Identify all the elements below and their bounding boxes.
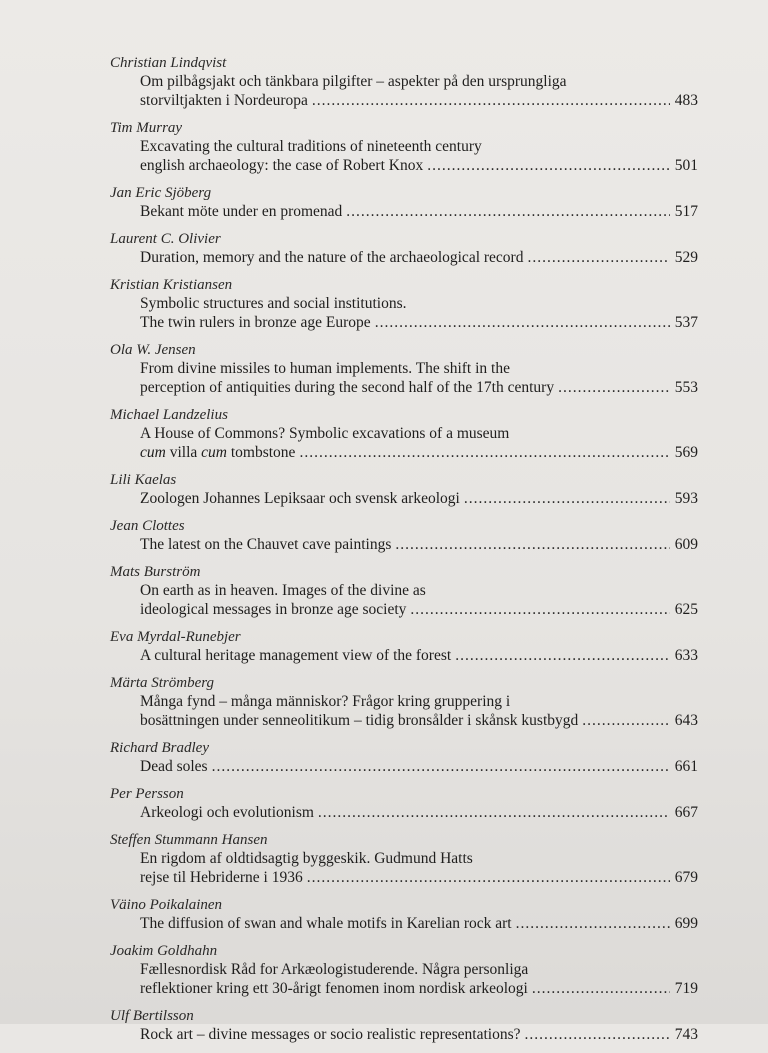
toc-author: Per Persson <box>110 786 184 802</box>
leader-dots <box>532 979 670 998</box>
toc-title-line <box>140 979 698 998</box>
toc-title <box>140 535 698 554</box>
toc-title <box>140 294 698 332</box>
toc-entry <box>110 341 698 397</box>
page-number: 625 <box>674 601 698 618</box>
toc-author: Michael Landzelius <box>110 407 228 423</box>
leader-dots <box>516 914 670 933</box>
page-number: 501 <box>674 157 698 174</box>
toc-entry <box>110 471 698 508</box>
toc-title-text: Duration, memory and the nature of the archaeological record <box>140 249 524 266</box>
leader-dots <box>395 535 670 554</box>
toc-title-line <box>140 914 698 933</box>
toc-title-line: From divine missiles to human implements. The shift in the <box>140 360 510 377</box>
toc-title-text: bosättningen under senneolitikum – tidig bronsålder i skånsk kustbygd <box>140 712 579 729</box>
toc-author: Märta Strömberg <box>110 675 215 691</box>
toc-title-text: Bekant möte under en promenad <box>140 203 343 220</box>
page-number: 667 <box>674 804 698 821</box>
leader-dots <box>318 803 670 822</box>
toc-title <box>140 914 698 933</box>
toc-title-line <box>140 91 698 110</box>
toc-entry <box>110 674 698 730</box>
toc-title-fragment: villa <box>165 444 202 461</box>
toc-author: Steffen Stummann Hansen <box>110 832 268 848</box>
toc-title-line <box>140 757 698 776</box>
toc-title-line <box>140 156 698 175</box>
page-number: 661 <box>674 758 698 775</box>
toc-author: Kristian Kristiansen <box>110 277 233 293</box>
toc-title <box>140 359 698 397</box>
toc-author: Richard Bradley <box>110 740 210 756</box>
toc-title-line <box>140 600 698 619</box>
toc-title <box>140 692 698 730</box>
toc-title-text: The twin rulers in bronze age Europe <box>140 314 371 331</box>
toc-title <box>140 1025 698 1044</box>
page-number: 593 <box>674 490 698 507</box>
leader-dots <box>527 248 670 267</box>
toc-title-line <box>140 248 698 267</box>
toc-title-line: On earth as in heaven. Images of the divine as <box>140 582 426 599</box>
leader-dots <box>558 378 670 397</box>
toc-entry <box>110 628 698 665</box>
toc-title-text <box>140 443 295 462</box>
page-number: 719 <box>674 980 698 997</box>
toc-author: Eva Myrdal-Runebjer <box>110 629 241 645</box>
toc-title-fragment: cum <box>140 444 166 461</box>
toc-title-text: Dead soles <box>140 758 208 775</box>
toc-title-line: A House of Commons? Symbolic excavations of a museum <box>140 425 510 442</box>
toc-title-text: perception of antiquities during the second half of the 17th century <box>140 379 555 396</box>
page-number: 569 <box>674 444 698 461</box>
toc-title-text: ideological messages in bronze age society <box>140 601 407 618</box>
page-number: 699 <box>674 915 698 932</box>
toc-title-text: The latest on the Chauvet cave paintings <box>140 536 392 553</box>
toc-author: Väino Poikalainen <box>110 897 223 913</box>
toc-title-line <box>140 803 698 822</box>
toc-title-line <box>140 711 698 730</box>
toc-entry <box>110 184 698 221</box>
toc-entry <box>110 119 698 175</box>
toc-title-text: The diffusion of swan and whale motifs in Karelian rock art <box>140 915 512 932</box>
toc-entry <box>110 517 698 554</box>
toc-author: Tim Murray <box>110 120 183 136</box>
page-number: 553 <box>674 379 698 396</box>
toc-title <box>140 757 698 776</box>
toc-title-line <box>140 313 698 332</box>
toc-title <box>140 248 698 267</box>
toc-entry <box>110 739 698 776</box>
page-number: 679 <box>674 869 698 886</box>
leader-dots <box>212 757 670 776</box>
toc-title-text: reflektioner kring ett 30-årigt fenomen inom nordisk arkeologi <box>140 980 528 997</box>
toc-author: Jean Clottes <box>110 518 185 534</box>
toc-title <box>140 489 698 508</box>
page-number: 529 <box>674 249 698 266</box>
toc-title <box>140 72 698 110</box>
leader-dots <box>455 646 670 665</box>
toc-title <box>140 424 698 462</box>
toc-author: Ola W. Jensen <box>110 342 196 358</box>
toc-title-line <box>140 1025 698 1044</box>
leader-dots <box>312 91 670 110</box>
toc-author: Ulf Bertilsson <box>110 1008 194 1024</box>
toc-title-text: english archaeology: the case of Robert Knox <box>140 157 424 174</box>
table-of-contents <box>110 54 698 1053</box>
leader-dots <box>375 313 670 332</box>
toc-title <box>140 960 698 998</box>
toc-entry <box>110 1007 698 1044</box>
leader-dots <box>410 600 670 619</box>
toc-title <box>140 581 698 619</box>
page-number: 483 <box>674 92 698 109</box>
leader-dots <box>464 489 670 508</box>
toc-entry <box>110 785 698 822</box>
page-number: 609 <box>674 536 698 553</box>
toc-author: Laurent C. Olivier <box>110 231 221 247</box>
page-number: 743 <box>674 1026 698 1043</box>
page-number: 643 <box>674 712 698 729</box>
leader-dots <box>525 1025 671 1044</box>
toc-entry <box>110 896 698 933</box>
page-number: 633 <box>674 647 698 664</box>
toc-author: Christian Lindqvist <box>110 55 227 71</box>
toc-title-text: Rock art – divine messages or socio realistic representations? <box>140 1026 521 1043</box>
toc-title-line <box>140 202 698 221</box>
toc-title-line: Om pilbågsjakt och tänkbara pilgifter – aspekter på den ursprungliga <box>140 73 567 90</box>
toc-title-text: rejse til Hebriderne i 1936 <box>140 869 303 886</box>
toc-author: Joakim Goldhahn <box>110 943 218 959</box>
toc-title <box>140 803 698 822</box>
toc-title-line <box>140 489 698 508</box>
page-number: 517 <box>674 203 698 220</box>
toc-title-line: Fællesnordisk Råd for Arkæologistuderende. Några personliga <box>140 961 529 978</box>
toc-author: Lili Kaelas <box>110 472 177 488</box>
toc-title <box>140 849 698 887</box>
toc-entry <box>110 942 698 998</box>
toc-entry <box>110 563 698 619</box>
toc-title-text: storviltjakten i Nordeuropa <box>140 92 308 109</box>
toc-title-line <box>140 443 698 462</box>
toc-title <box>140 646 698 665</box>
toc-entry <box>110 54 698 110</box>
leader-dots <box>307 868 670 887</box>
toc-title-fragment: tombstone <box>226 444 296 461</box>
toc-title-line: Excavating the cultural traditions of nineteenth century <box>140 138 482 155</box>
toc-title-text: Arkeologi och evolutionism <box>140 804 314 821</box>
toc-title-line: Symbolic structures and social institutions. <box>140 295 407 312</box>
leader-dots <box>346 202 670 221</box>
page-number: 537 <box>674 314 698 331</box>
toc-title-text: A cultural heritage management view of the forest <box>140 647 452 664</box>
toc-title-text: Zoologen Johannes Lepiksaar och svensk arkeologi <box>140 490 460 507</box>
toc-author: Jan Eric Sjöberg <box>110 185 212 201</box>
toc-entry <box>110 406 698 462</box>
leader-dots <box>582 711 670 730</box>
toc-title-fragment: cum <box>201 444 227 461</box>
leader-dots <box>427 156 670 175</box>
toc-title-line <box>140 378 698 397</box>
toc-entry <box>110 276 698 332</box>
toc-title <box>140 137 698 175</box>
toc-title-line: En rigdom af oldtidsagtig byggeskik. Gudmund Hatts <box>140 850 473 867</box>
toc-title-line <box>140 868 698 887</box>
toc-title-line <box>140 646 698 665</box>
toc-title <box>140 202 698 221</box>
toc-entry <box>110 230 698 267</box>
toc-title-line <box>140 535 698 554</box>
toc-title-line: Många fynd – många människor? Frågor kring gruppering i <box>140 693 511 710</box>
toc-author: Mats Burström <box>110 564 201 580</box>
leader-dots <box>299 443 670 462</box>
toc-entry <box>110 831 698 887</box>
